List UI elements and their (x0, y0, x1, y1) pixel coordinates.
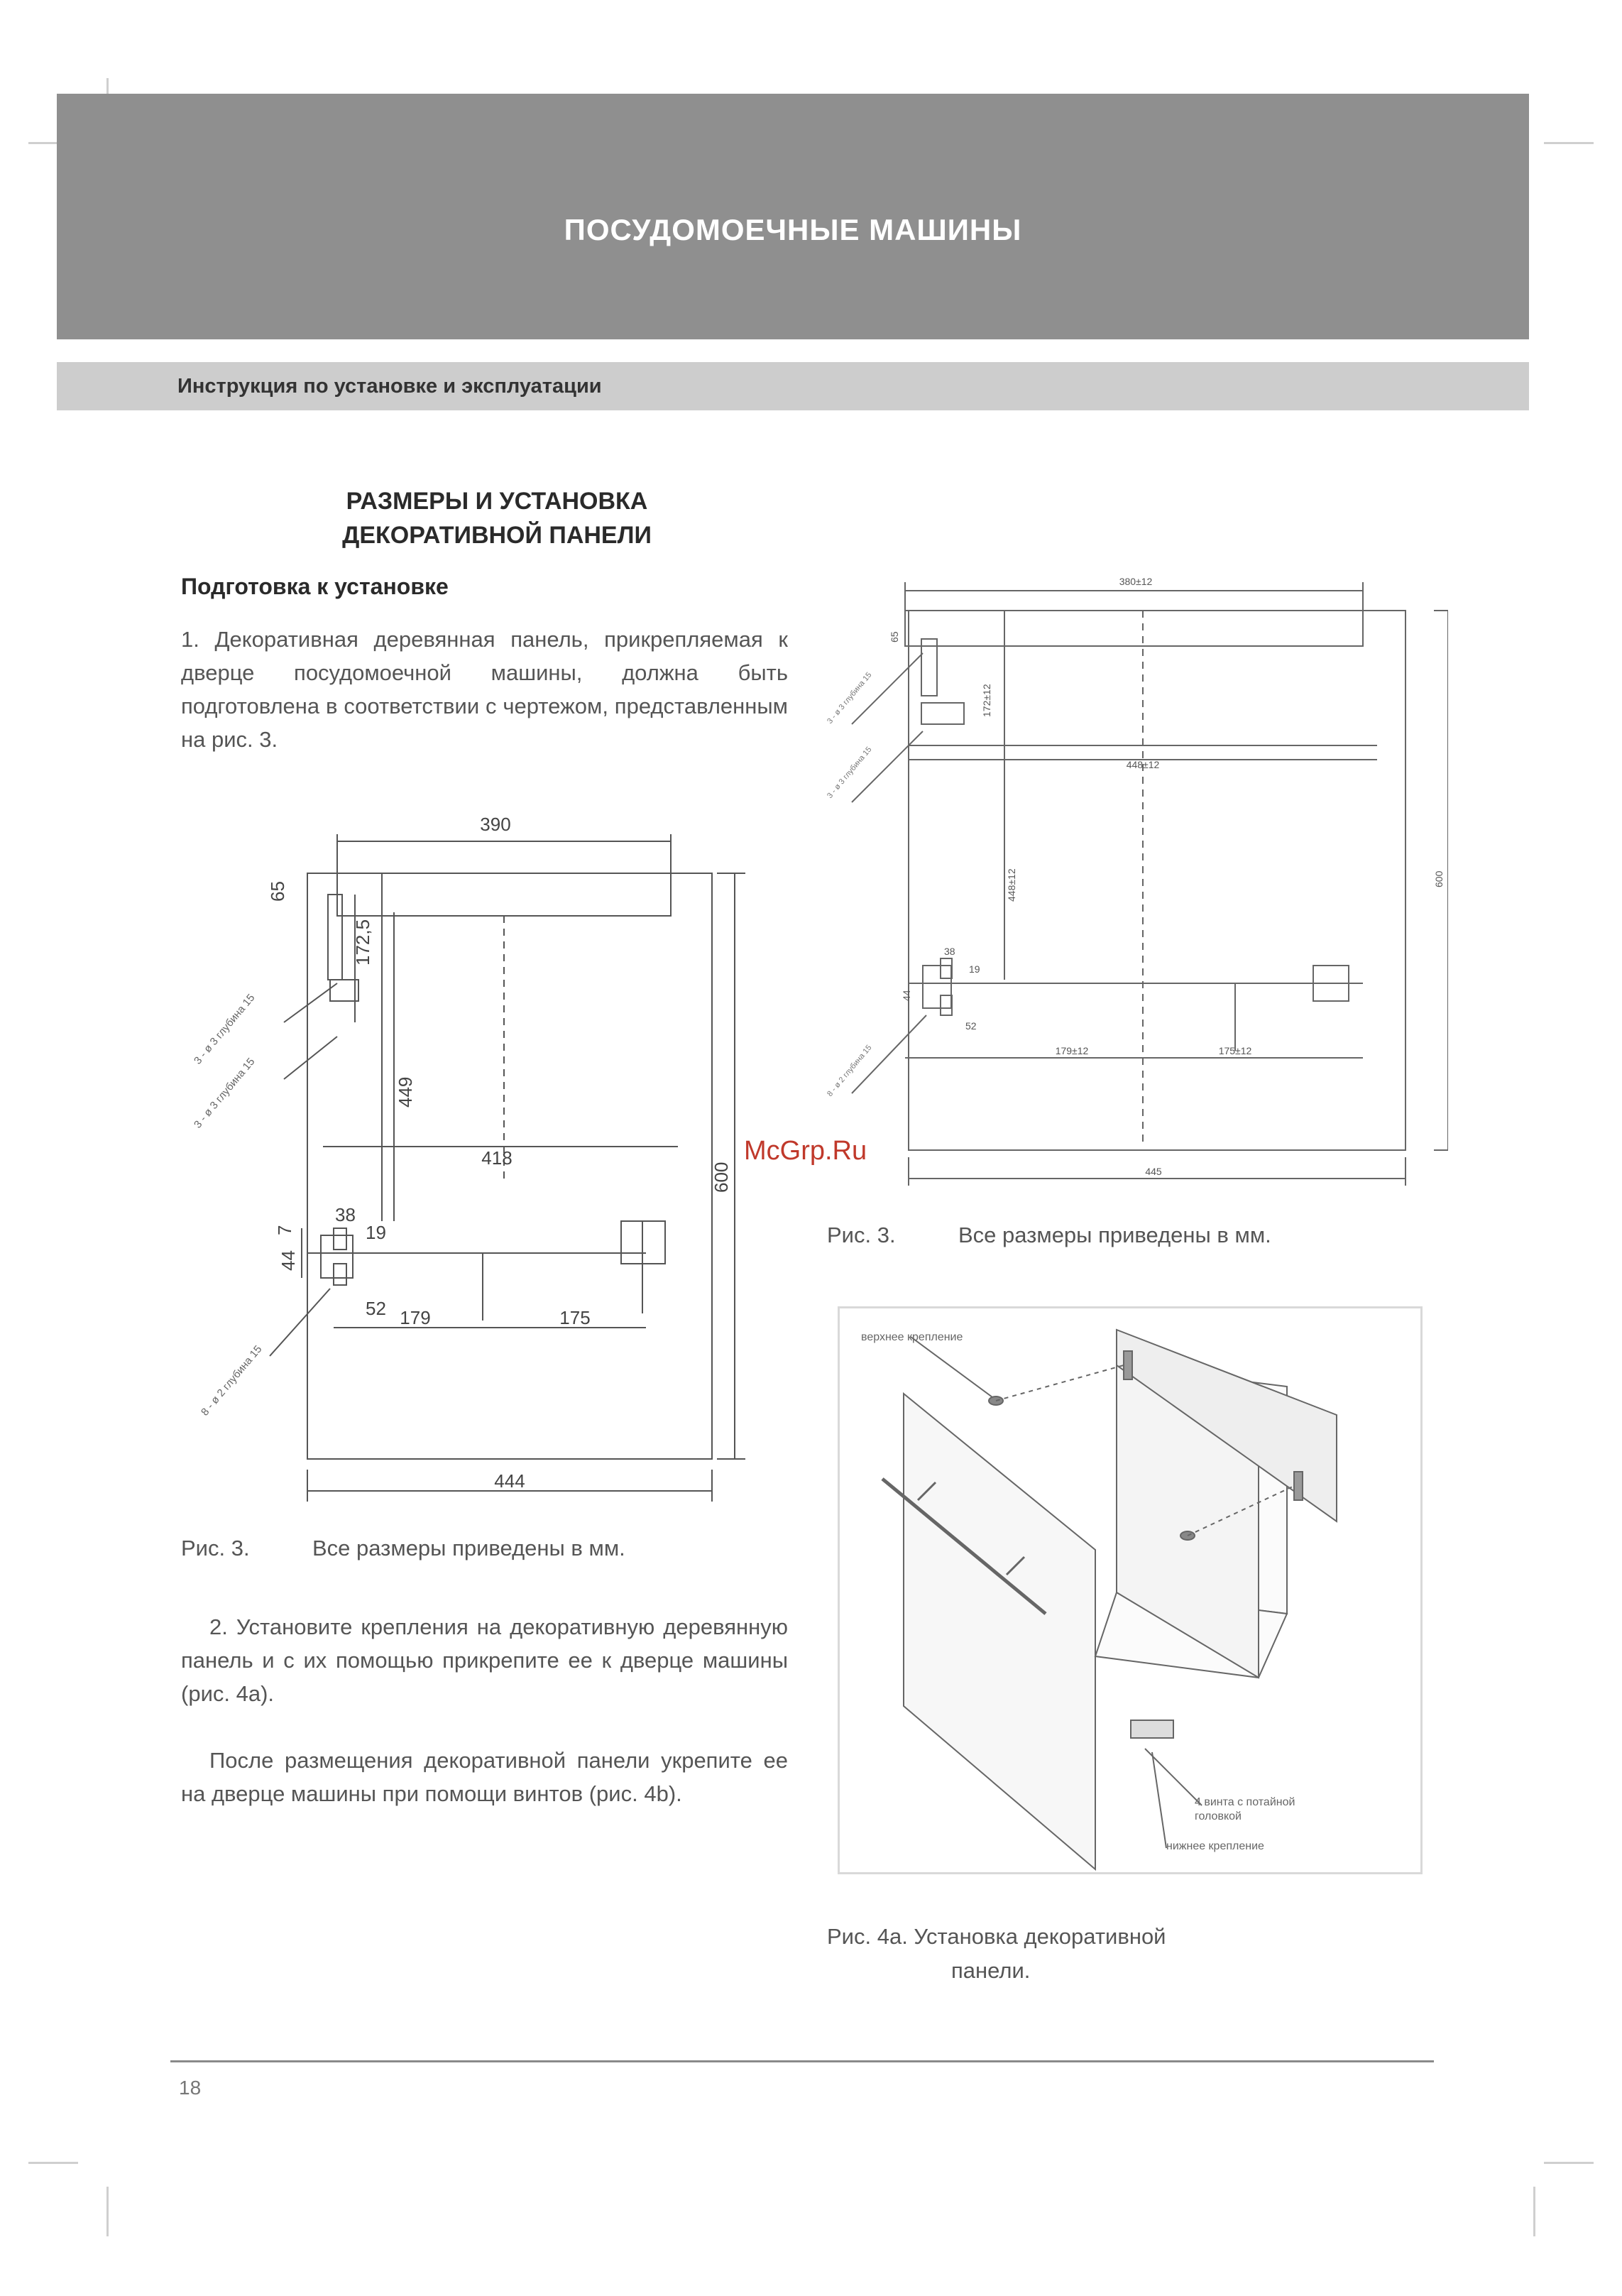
dim-44: 44 (901, 990, 912, 1001)
dim-449: 449 (395, 1076, 416, 1108)
dim-19: 19 (969, 963, 980, 975)
decorative-panel (904, 1394, 1095, 1869)
screws (1131, 1720, 1173, 1738)
dim-175: 175±12 (1218, 1045, 1252, 1056)
panel-drawing-left (177, 809, 802, 1526)
label-screws-line2: головкой (1195, 1810, 1242, 1822)
crop-mark (28, 2162, 78, 2164)
dim-600: 600 (1433, 870, 1445, 887)
hole-label: 3 - ø 3 глубина 15 (192, 1056, 258, 1131)
dim-19: 19 (366, 1222, 386, 1243)
dim-bottom: 445 (1145, 1166, 1162, 1177)
dim-172: 172±12 (981, 684, 992, 717)
figure-caption-number: Рис. 3. (827, 1223, 896, 1247)
dim-179: 179±12 (1055, 1045, 1089, 1056)
panel-drawing-right (823, 561, 1448, 1200)
label-upper-fixing: верхнее крепление (861, 1331, 963, 1343)
figure-caption-text: Все размеры приведены в мм. (312, 1536, 625, 1560)
hole-label: 3 - ø 3 глубина 15 (826, 670, 874, 726)
figure-caption-number: Рис. 3. (181, 1536, 250, 1560)
hole-label: 8 - ø 2 глубина 15 (826, 1043, 874, 1098)
crop-mark (1544, 142, 1594, 144)
dim-179: 179 (400, 1307, 431, 1328)
paragraph-3: После размещения декоративной панели укрепите ее на дверце машины при помощи винтов (рис. 4b). (181, 1748, 788, 1806)
dim-175: 175 (559, 1307, 591, 1328)
dim-418: 448±12 (1126, 759, 1160, 770)
crop-mark (1544, 2162, 1594, 2164)
page-number: 18 (179, 2077, 202, 2099)
dim-7: 7 (274, 1225, 295, 1235)
dim-65: 65 (889, 631, 900, 643)
hole-label: 3 - ø 3 глубина 15 (826, 745, 874, 800)
dim-top: 380±12 (1119, 576, 1153, 587)
page-title: ПОСУДОМОЕЧНЫЕ МАШИНЫ (564, 213, 1022, 246)
dim-44: 44 (278, 1250, 299, 1271)
hole-label: 8 - ø 2 глубина 15 (199, 1343, 265, 1418)
crop-mark (1533, 2187, 1535, 2236)
dim-38: 38 (944, 946, 955, 957)
dim-418: 418 (481, 1147, 513, 1169)
paragraph-1: 1. Декоративная деревянная панель, прикрепляемая к дверце посудомоечной машины, должна быть подготовлена в соответствии с чертежом, представленным на рис. 3. (181, 627, 788, 752)
figure-4a-caption-line2: панели. (951, 1958, 1031, 1983)
paragraph-2: 2. Установите крепления на декоративную деревянную панель и с их помощью прикрепите ее к дверце машины (рис. 4a). (181, 1614, 788, 1706)
label-screws-line1: 4 винта с потайной (1195, 1796, 1295, 1808)
dim-172-5: 172,5 (352, 919, 373, 966)
subheader-title: Инструкция по установке и эксплуатации (177, 375, 602, 398)
dim-38: 38 (335, 1204, 356, 1225)
figure-4a-illustration (838, 1306, 1423, 1874)
label-lower-fixing: нижнее крепление (1166, 1840, 1264, 1852)
watermark: McGrp.Ru (744, 1136, 867, 1166)
dim-top-width: 390 (480, 814, 511, 835)
dim-65: 65 (267, 881, 288, 902)
figure-4a-caption-line1: Рис. 4a. Установка декоративной (827, 1924, 1166, 1949)
hole-label: 3 - ø 3 глубина 15 (192, 992, 258, 1067)
dim-448: 448±12 (1006, 868, 1017, 902)
dim-600: 600 (711, 1161, 732, 1193)
footer-rule (170, 2060, 1434, 2062)
section-subheading: Подготовка к установке (181, 574, 449, 599)
section-title-line2: ДЕКОРАТИВНОЙ ПАНЕЛИ (342, 522, 652, 549)
crop-mark (106, 2187, 109, 2236)
dim-52: 52 (965, 1020, 977, 1032)
dim-444: 444 (494, 1470, 525, 1492)
dim-52: 52 (366, 1298, 386, 1319)
section-title-line1: РАЗМЕРЫ И УСТАНОВКА (346, 488, 648, 515)
figure-caption-text: Все размеры приведены в мм. (958, 1223, 1271, 1247)
